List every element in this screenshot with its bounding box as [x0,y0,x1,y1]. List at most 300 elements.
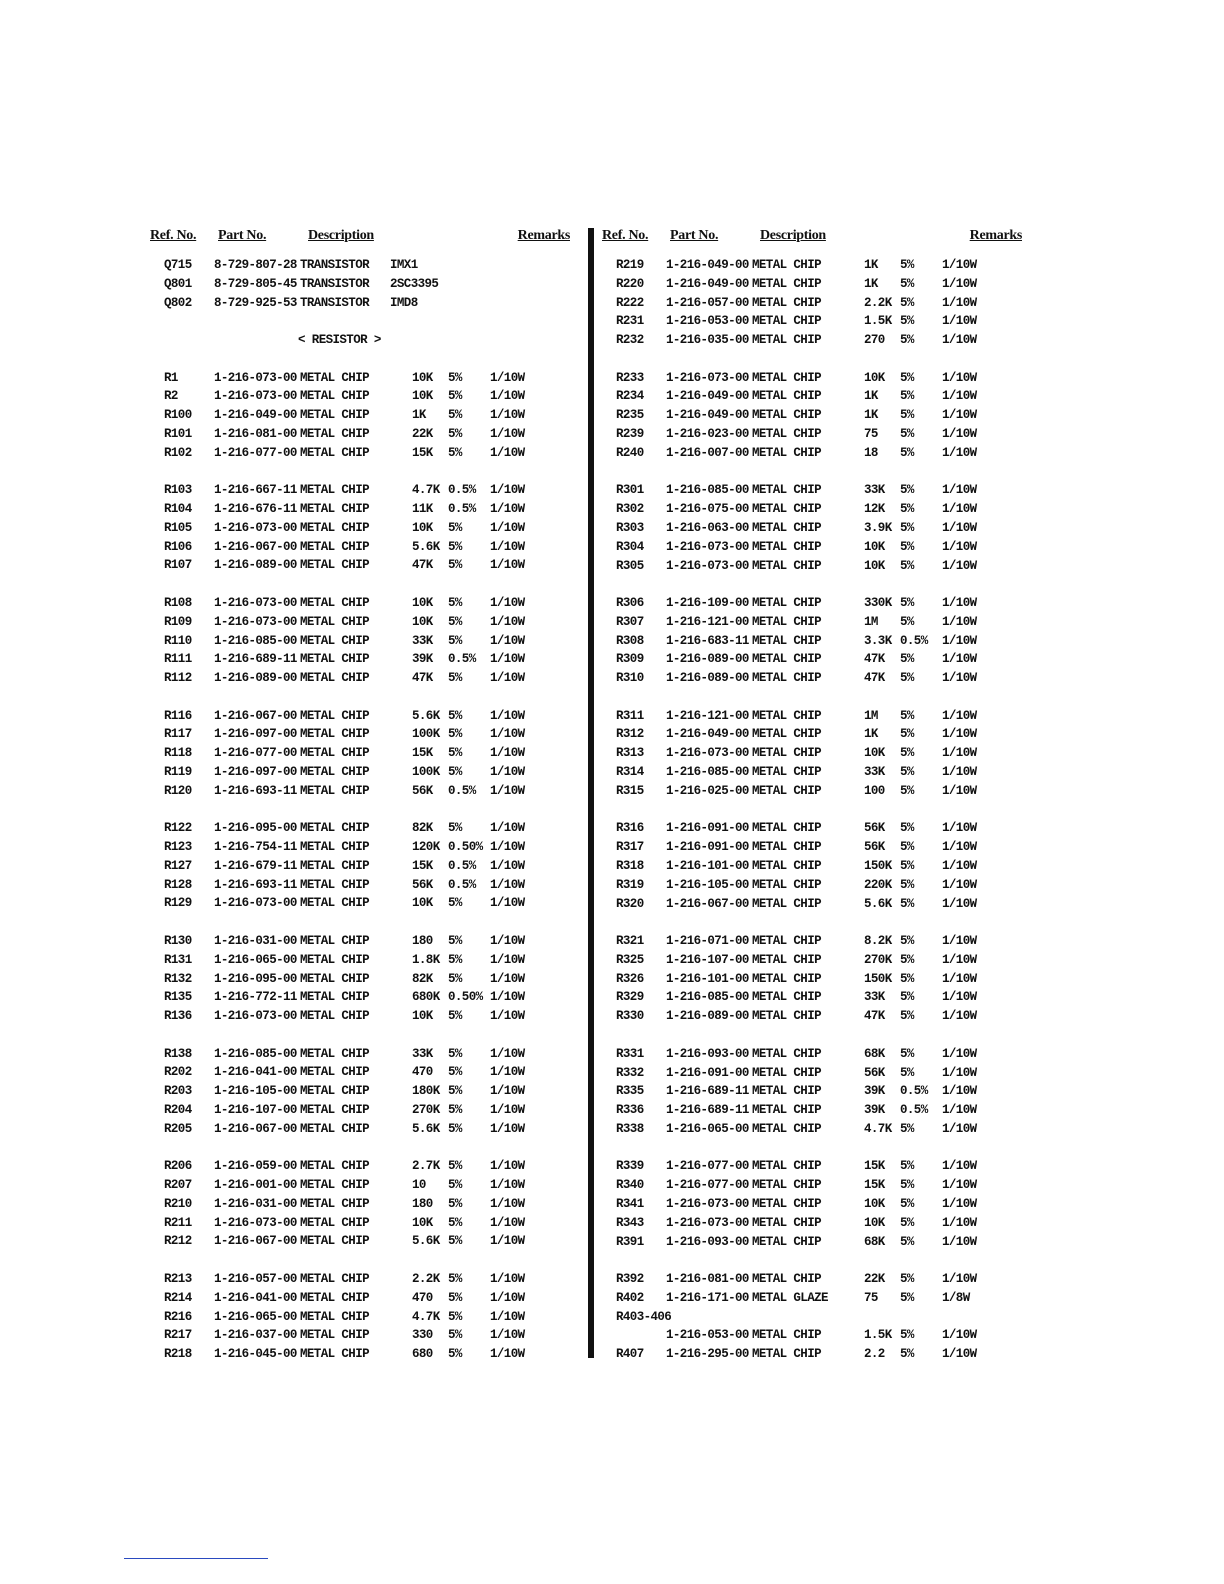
part-row [150,988,575,1007]
ref-no: R309 [616,652,644,667]
part-row [150,819,575,838]
value: 5.6K [412,708,440,723]
part-row [150,406,575,425]
part-no: 1-216-676-11 [214,502,297,517]
power-rating: 1/10W [490,558,525,573]
tolerance: 5% [448,539,462,554]
ref-no: R310 [616,671,644,686]
part-no: 1-216-171-00 [666,1290,749,1305]
left-header [150,226,575,250]
ref-no: R331 [616,1046,644,1061]
header-remarks: Remarks [517,228,570,243]
power-rating: 1/10W [942,934,977,949]
part-no: 1-216-101-00 [666,971,749,986]
value: 1K [412,408,426,423]
part-no: 1-216-097-00 [214,764,297,779]
part-row [150,951,575,970]
description: METAL CHIP [300,1009,370,1024]
ref-no: R302 [616,502,644,517]
description: METAL CHIP [300,520,370,535]
part-row [150,1345,575,1364]
description: METAL CHIP [752,1084,822,1099]
header-part-no: Part No. [218,228,267,243]
value: 2.2K [864,295,892,310]
description: METAL CHIP [300,1046,370,1061]
part-row [602,294,1027,313]
description: METAL CHIP [300,708,370,723]
part-no: 1-216-667-11 [214,483,297,498]
part-row [150,538,575,557]
group-spacer [602,688,1027,707]
power-rating: 1/10W [490,483,525,498]
part-row [602,387,1027,406]
description: METAL CHIP [300,502,370,517]
power-rating: 1/10W [942,295,977,310]
part-row [150,500,575,519]
tolerance: 5% [900,1234,914,1249]
part-no: 1-216-023-00 [666,427,749,442]
part-row [150,894,575,913]
description: METAL CHIP [300,483,370,498]
tolerance: 0.5% [448,877,476,892]
ref-no: R203 [164,1084,192,1099]
part-row [602,838,1027,857]
part-row [602,481,1027,500]
tolerance: 5% [900,520,914,535]
ref-no: R332 [616,1065,644,1080]
part-row [602,970,1027,989]
part-no: 1-216-091-00 [666,1065,749,1080]
tolerance: 5% [900,483,914,498]
part-row [150,1214,575,1233]
value: 33K [864,483,885,498]
power-rating: 1/10W [942,1272,977,1287]
tolerance: 0.50% [448,840,483,855]
part-row [150,970,575,989]
value: 39K [864,1084,885,1099]
description: METAL CHIP [752,727,822,742]
description: METAL CHIP [752,614,822,629]
part-no: 1-216-077-00 [214,746,297,761]
group-spacer [602,1251,1027,1270]
power-rating: 1/10W [490,1084,525,1099]
ref-no: R329 [616,990,644,1005]
description: METAL CHIP [752,877,822,892]
description: METAL CHIP [752,633,822,648]
part-no: 1-216-065-00 [214,1309,297,1324]
part-no: 1-216-073-00 [214,520,297,535]
value: 100K [412,764,440,779]
tolerance: 5% [900,1178,914,1193]
value: 4.7K [412,1309,440,1324]
power-rating: 1/10W [490,1178,525,1193]
description: METAL CHIP [752,1065,822,1080]
tolerance: 5% [448,1065,462,1080]
power-rating: 1/10W [942,314,977,329]
part-no: 1-216-041-00 [214,1065,297,1080]
description: METAL CHIP [300,858,370,873]
part-no: 1-216-073-00 [214,370,297,385]
part-no: 1-216-097-00 [214,727,297,742]
value: 10K [412,896,433,911]
value: 1.8K [412,952,440,967]
part-row [602,557,1027,576]
ref-no: R205 [164,1121,192,1136]
power-rating: 1/10W [490,520,525,535]
part-no: 1-216-035-00 [666,333,749,348]
value: 1.5K [864,1328,892,1343]
part-row [602,519,1027,538]
description: METAL CHIP [752,765,822,780]
tolerance: 5% [900,445,914,460]
part-no: 1-216-107-00 [666,952,749,967]
description: METAL CHIP [752,427,822,442]
description: METAL CHIP [752,520,822,535]
power-rating: 1/10W [490,990,525,1005]
tolerance: 5% [448,1009,462,1024]
tolerance: 5% [900,1159,914,1174]
part-no: 1-216-089-00 [666,652,749,667]
value: 180K [412,1084,440,1099]
description: METAL CHIP [300,1178,370,1193]
power-rating: 1/10W [942,1234,977,1249]
power-rating: 1/10W [942,389,977,404]
tolerance: 0.5% [448,858,476,873]
part-row [602,632,1027,651]
part-no: 1-216-085-00 [666,765,749,780]
tolerance: 5% [900,765,914,780]
value: 10K [412,520,433,535]
tolerance: 5% [448,971,462,986]
part-no: 1-216-073-00 [666,746,749,761]
ref-no: R107 [164,558,192,573]
power-rating: 1/10W [942,708,977,723]
part-no: 1-216-073-00 [214,614,297,629]
power-rating: 1/10W [942,633,977,648]
description: METAL CHIP [752,314,822,329]
description: METAL CHIP [300,633,370,648]
part-row [150,1270,575,1289]
part-row [602,951,1027,970]
group-spacer [602,350,1027,369]
description: METAL CHIP [300,1159,370,1174]
power-rating: 1/10W [942,333,977,348]
tolerance: 5% [900,990,914,1005]
tolerance: 5% [900,389,914,404]
part-no: 1-216-067-00 [214,1121,297,1136]
description: METAL CHIP [752,1215,822,1230]
description: METAL CHIP [300,727,370,742]
group-spacer [602,801,1027,820]
ref-no: R234 [616,389,644,404]
part-no: 1-216-107-00 [214,1102,297,1117]
value: 270K [412,1102,440,1117]
part-no: 1-216-049-00 [666,408,749,423]
ref-no: R136 [164,1009,192,1024]
value: 150K [864,971,892,986]
power-rating: 1/10W [490,633,525,648]
tolerance: 5% [448,1046,462,1061]
transistor-row [150,256,575,275]
part-row [602,1270,1027,1289]
ref-no: R339 [616,1159,644,1174]
part-no: 1-216-073-00 [666,558,749,573]
value: 10K [412,595,433,610]
part-no: 1-216-049-00 [666,389,749,404]
tolerance: 5% [900,840,914,855]
power-rating: 1/10W [942,1328,977,1343]
part-no: 1-216-001-00 [214,1178,297,1193]
power-rating: 1/10W [490,1309,525,1324]
description: METAL CHIP [752,408,822,423]
value: 33K [864,765,885,780]
right-header [602,226,1027,250]
ref-no: R330 [616,1009,644,1024]
part-row [150,1120,575,1139]
transistor-row [150,294,575,313]
ref-no: R213 [164,1271,192,1286]
tolerance: 5% [448,1102,462,1117]
description: METAL CHIP [300,1328,370,1343]
value: 33K [864,990,885,1005]
description: METAL CHIP [752,1103,822,1118]
part-no: 1-216-071-00 [666,934,749,949]
tolerance: 5% [448,1309,462,1324]
part-no: 1-216-025-00 [666,783,749,798]
power-rating: 1/10W [490,1347,525,1362]
power-rating: 1/10W [490,821,525,836]
ref-no: R138 [164,1046,192,1061]
left-column [150,226,575,1364]
description: TRANSISTOR [300,276,370,291]
ref-no: R220 [616,276,644,291]
part-no: 1-216-067-00 [214,1234,297,1249]
tolerance: 5% [900,952,914,967]
tolerance: 5% [900,314,914,329]
value: 2.7K [412,1159,440,1174]
part-row [150,481,575,500]
description: METAL CHIP [752,708,822,723]
tolerance: 5% [900,746,914,761]
part-no: 8-729-807-28 [214,258,297,272]
ref-no: R321 [616,934,644,949]
ref-no: R100 [164,408,192,423]
ref-no: R108 [164,595,192,610]
ref-no: R104 [164,502,192,517]
transistor-type: IMX1 [390,258,418,272]
power-rating: 1/10W [490,858,525,873]
description: METAL CHIP [752,258,822,272]
value: 1K [864,389,878,404]
part-row [602,669,1027,688]
value: 8.2K [864,934,892,949]
part-no: 1-216-085-00 [666,483,749,498]
tolerance: 5% [900,333,914,348]
part-no: 1-216-085-00 [214,633,297,648]
tolerance: 5% [900,971,914,986]
value: 68K [864,1234,885,1249]
ref-no: R313 [616,746,644,761]
part-row [150,632,575,651]
description: METAL CHIP [752,971,822,986]
column-divider [588,228,594,1358]
value: 15K [864,1159,885,1174]
part-no: 1-216-059-00 [214,1159,297,1174]
description: METAL CHIP [300,539,370,554]
tolerance: 5% [448,746,462,761]
value: 5.6K [412,1234,440,1249]
tolerance: 5% [448,389,462,404]
part-row [602,1308,1027,1327]
description: METAL CHIP [752,333,822,348]
value: 4.7K [864,1121,892,1136]
description: METAL CHIP [752,990,822,1005]
part-row [602,1101,1027,1120]
header-description: Description [308,228,374,243]
power-rating: 1/10W [490,1121,525,1136]
tolerance: 5% [900,896,914,911]
ref-no: R207 [164,1178,192,1193]
tolerance: 5% [448,1290,462,1305]
part-no: 1-216-081-00 [214,426,297,441]
part-no: 1-216-095-00 [214,821,297,836]
value: 10K [412,1009,433,1024]
power-rating: 1/10W [942,971,977,986]
ref-no: R116 [164,708,192,723]
value: 22K [864,1272,885,1287]
description: METAL CHIP [300,783,370,798]
ref-no: R2 [164,389,178,404]
group-spacer [150,463,575,482]
tolerance: 5% [900,652,914,667]
description: METAL CHIP [752,295,822,310]
value: 56K [864,821,885,836]
part-no: 1-216-295-00 [666,1347,749,1362]
part-row [602,819,1027,838]
description: METAL CHIP [300,1309,370,1324]
tolerance: 5% [448,1271,462,1286]
description: METAL CHIP [752,671,822,686]
tolerance: 5% [448,426,462,441]
ref-no: R128 [164,877,192,892]
description: METAL CHIP [752,1328,822,1343]
part-row [602,1007,1027,1026]
power-rating: 1/10W [490,746,525,761]
power-rating: 1/10W [942,1159,977,1174]
value: 1K [864,727,878,742]
description: METAL CHIP [752,445,822,460]
power-rating: 1/10W [942,1065,977,1080]
value: 82K [412,821,433,836]
value: 10K [864,1196,885,1211]
value: 2.2 [864,1347,885,1362]
part-row [150,369,575,388]
power-rating: 1/10W [942,671,977,686]
part-row [602,1326,1027,1345]
part-no: 1-216-121-00 [666,708,749,723]
power-rating: 1/10W [942,1215,977,1230]
part-row [602,1345,1027,1364]
value: 5.6K [412,1121,440,1136]
ref-no: R343 [616,1215,644,1230]
part-no: 1-216-121-00 [666,614,749,629]
ref-no: R127 [164,858,192,873]
ref-no: R307 [616,614,644,629]
part-no: 1-216-049-00 [214,408,297,423]
group-spacer [150,1026,575,1045]
part-row [150,744,575,763]
value: 56K [864,840,885,855]
group-spacer [150,1139,575,1158]
tolerance: 5% [900,408,914,423]
group-spacer [150,312,575,331]
part-no: 1-216-089-00 [214,671,297,686]
value: 220K [864,877,892,892]
tolerance: 5% [448,633,462,648]
value: 11K [412,502,433,517]
value: 1M [864,708,878,723]
value: 10K [864,746,885,761]
description: METAL GLAZE [752,1290,828,1305]
tolerance: 5% [900,370,914,385]
value: 22K [412,426,433,441]
description: METAL CHIP [300,971,370,986]
power-rating: 1/10W [490,1009,525,1024]
ref-no: R101 [164,426,192,441]
description: METAL CHIP [300,840,370,855]
value: 10K [412,389,433,404]
power-rating: 1/10W [942,821,977,836]
part-no: 1-216-073-00 [666,370,749,385]
part-no: 1-216-045-00 [214,1347,297,1362]
tolerance: 5% [900,934,914,949]
power-rating: 1/10W [490,1159,525,1174]
power-rating: 1/10W [490,764,525,779]
tolerance: 5% [900,596,914,611]
part-row [150,650,575,669]
group-spacer [150,350,575,369]
power-rating: 1/10W [942,1009,977,1024]
tolerance: 5% [448,595,462,610]
description: METAL CHIP [300,933,370,948]
tolerance: 5% [448,1215,462,1230]
power-rating: 1/10W [942,1347,977,1362]
ref-no: R112 [164,671,192,686]
right-rows [602,256,1027,1364]
power-rating: 1/10W [490,708,525,723]
value: 10K [864,1215,885,1230]
power-rating: 1/10W [942,1121,977,1136]
ref-no: R326 [616,971,644,986]
ref-no: R1 [164,370,178,385]
description: METAL CHIP [300,614,370,629]
header-description: Description [760,228,826,243]
ref-no: R130 [164,933,192,948]
part-no: 1-216-689-11 [666,1084,749,1099]
ref-no: R118 [164,746,192,761]
description: METAL CHIP [752,389,822,404]
power-rating: 1/10W [942,483,977,498]
part-no: 1-216-091-00 [666,821,749,836]
value: 680K [412,990,440,1005]
ref-no: R216 [164,1309,192,1324]
part-row [150,387,575,406]
value: 3.3K [864,633,892,648]
ref-no: R315 [616,783,644,798]
tolerance: 5% [900,1196,914,1211]
description: TRANSISTOR [300,258,370,272]
part-no: 1-216-089-00 [666,1009,749,1024]
